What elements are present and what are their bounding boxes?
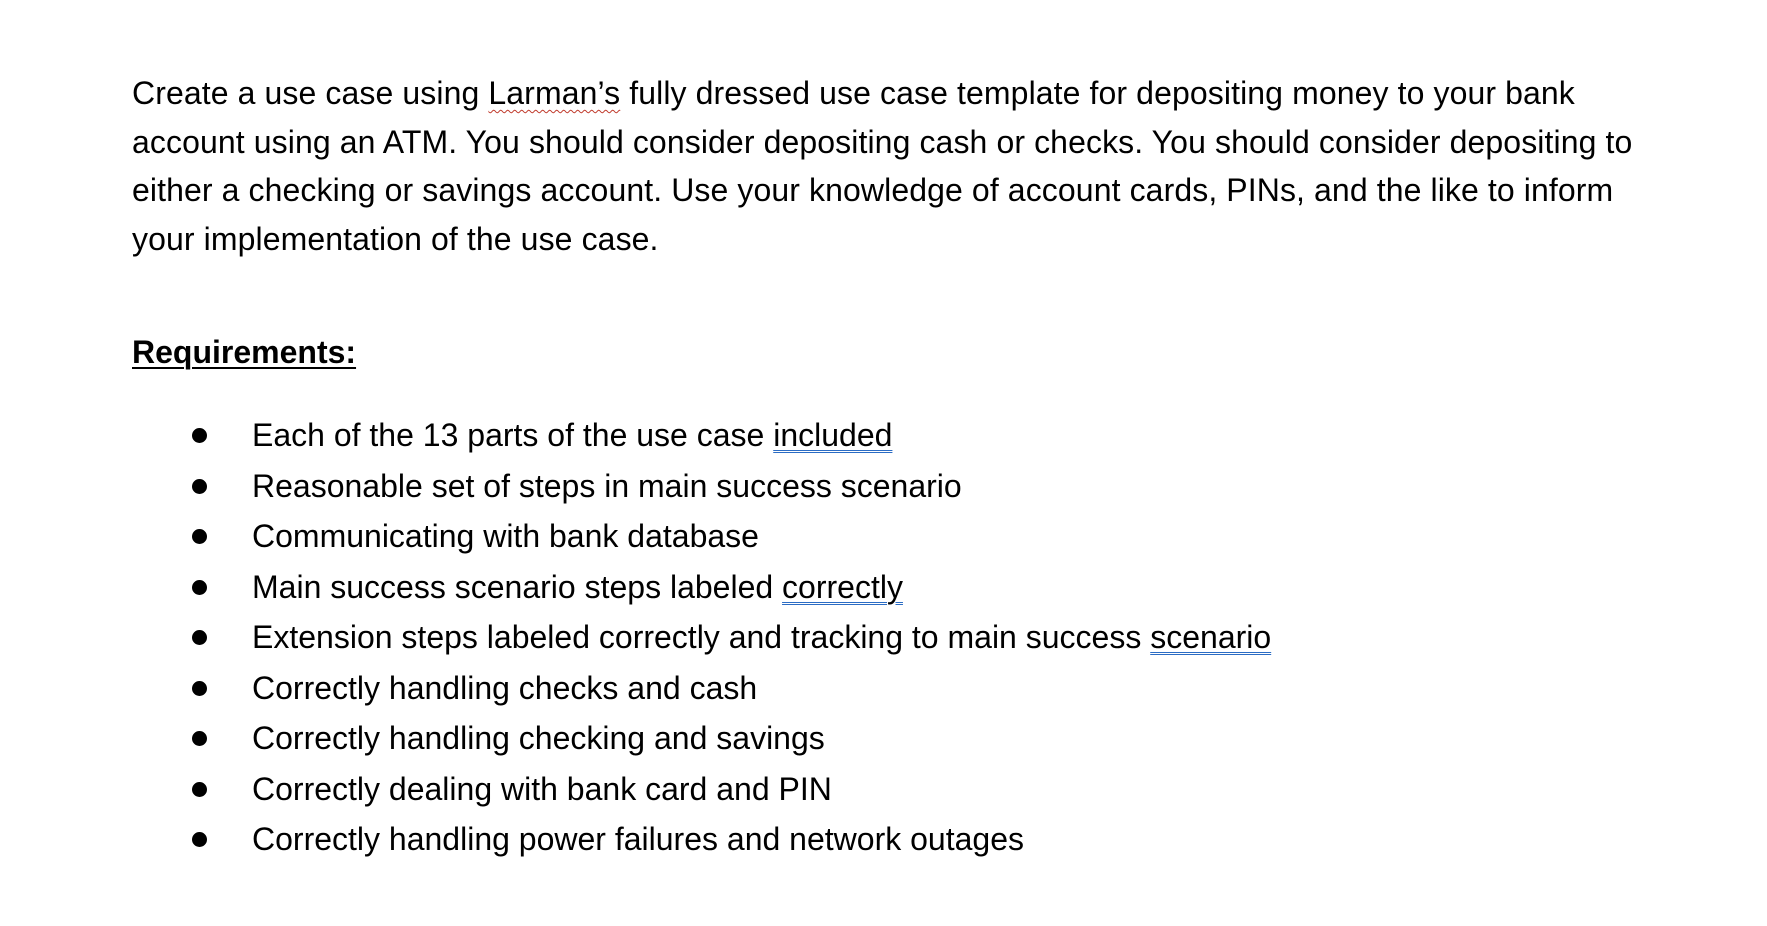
grammar-flagged-word[interactable]: scenario xyxy=(1150,619,1272,655)
bullet-icon xyxy=(192,479,207,494)
bullet-icon xyxy=(192,782,207,797)
requirement-text: Correctly dealing with bank card and PIN xyxy=(252,770,832,807)
intro-paragraph xyxy=(132,69,1732,263)
intro-line-1 xyxy=(132,69,1732,118)
requirement-text: Reasonable set of steps in main success scenario xyxy=(252,467,962,504)
intro-line-1-start: Create a use case using xyxy=(132,75,489,111)
requirement-text: Correctly handling checking and savings xyxy=(252,720,825,756)
bullet-icon xyxy=(192,529,207,544)
grammar-flagged-word[interactable]: included xyxy=(773,417,893,453)
bullet-icon xyxy=(192,428,207,443)
intro-line-2: account using an ATM. You should consider depositing cash or checks. You should consider depositing to xyxy=(132,123,1633,160)
bullet-icon xyxy=(192,681,207,696)
intro-line-4: your implementation of the use case. xyxy=(132,220,659,257)
requirement-text: Each of the 13 parts of the use case included xyxy=(252,417,893,453)
intro-line-1-end: fully dressed use case template for depositing money to your bank xyxy=(620,75,1575,111)
intro-line-3: either a checking or savings account. Use your knowledge of account cards, PINs, and the like to inform xyxy=(132,172,1614,208)
bullet-icon xyxy=(192,832,207,847)
requirement-text: Correctly handling power failures and network outages xyxy=(252,821,1024,857)
bullet-icon xyxy=(192,630,207,645)
requirement-text: Correctly handling checks and cash xyxy=(252,669,758,706)
bullet-icon xyxy=(192,731,207,746)
requirements-heading: Requirements: xyxy=(132,334,357,370)
requirement-text: Main success scenario steps labeled correctly xyxy=(252,568,903,605)
requirement-text: Extension steps labeled correctly and tracking to main success scenario xyxy=(252,619,1272,655)
bullet-icon xyxy=(192,580,207,595)
spelling-flagged-word[interactable]: Larman’s xyxy=(488,75,621,111)
grammar-flagged-word[interactable]: correctly xyxy=(782,568,903,605)
requirement-text: Communicating with bank database xyxy=(252,518,759,554)
